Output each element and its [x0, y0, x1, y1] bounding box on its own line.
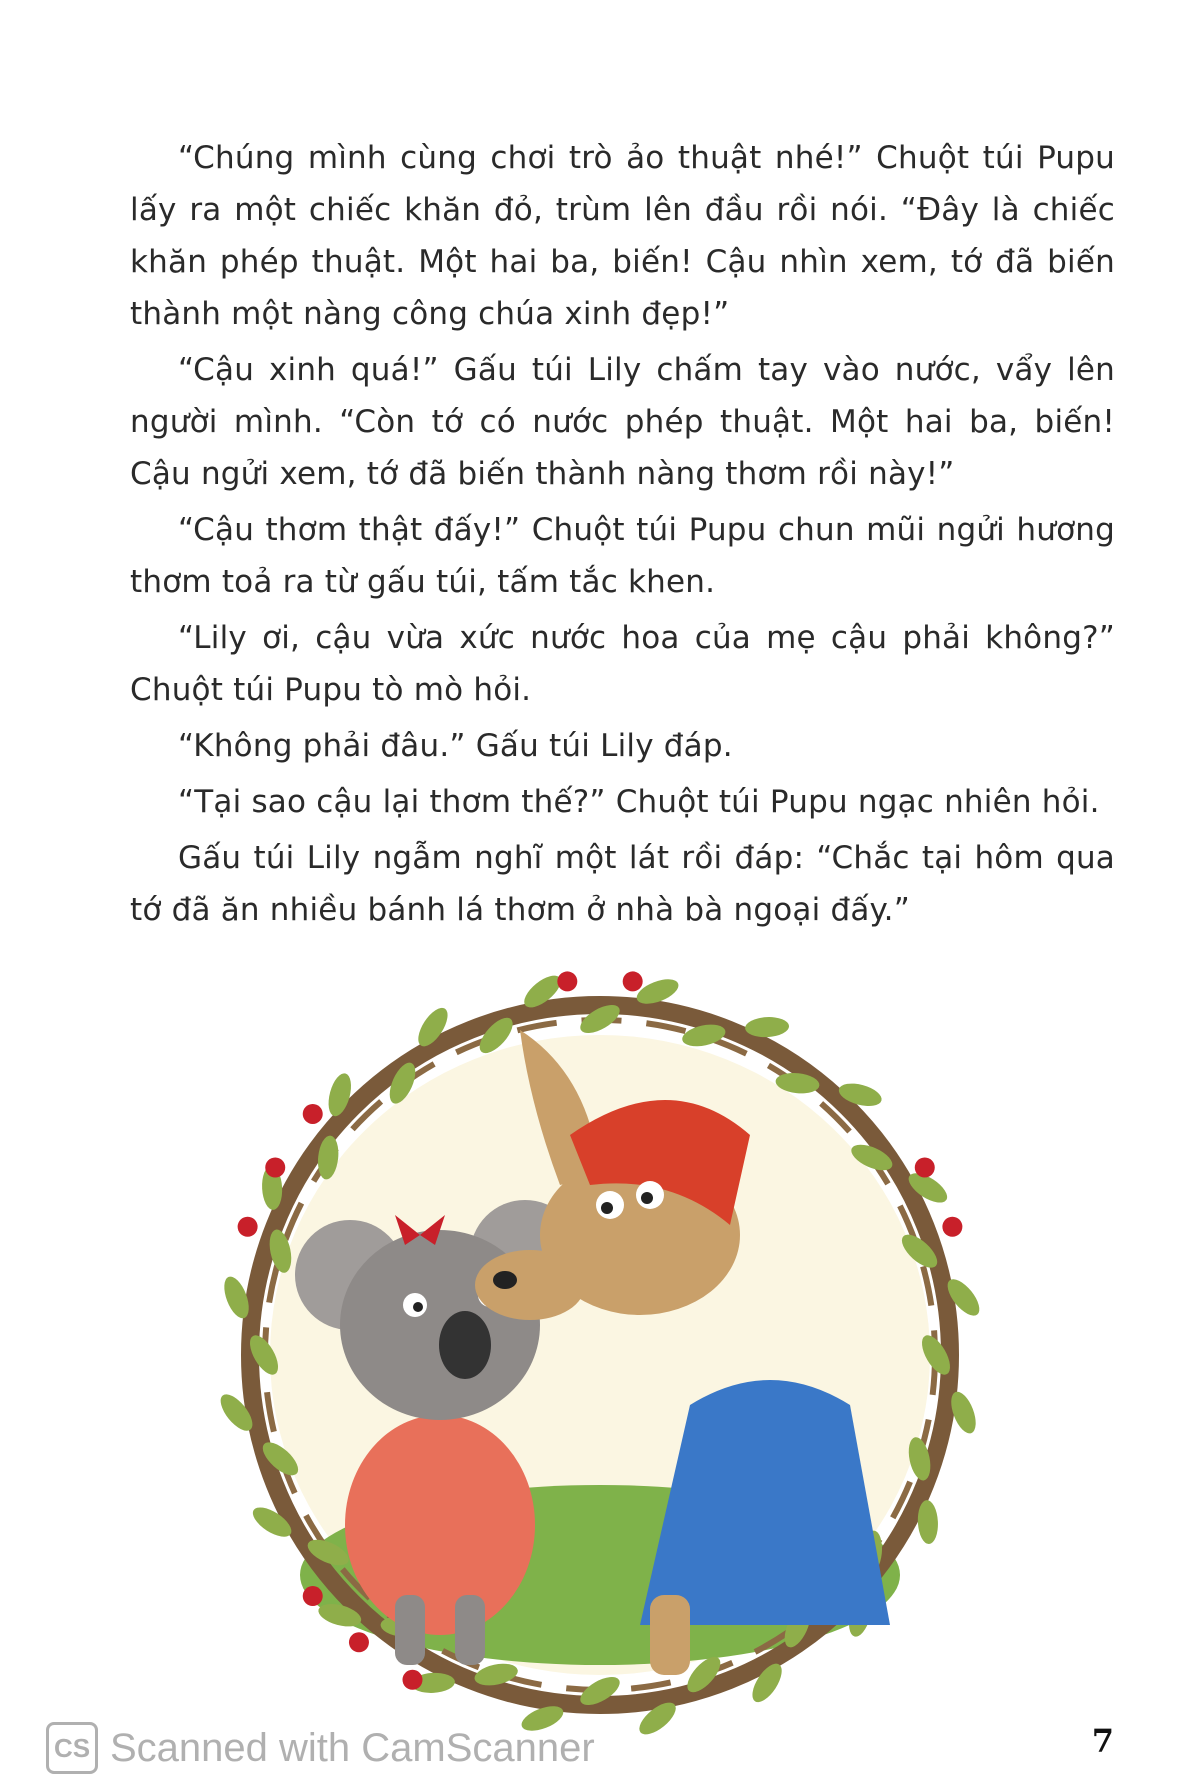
paragraph: “Cậu thơm thật đấy!” Chuột túi Pupu chun mũi ngửi hương thơm toả ra từ gấu túi, tấm tắc khen. — [130, 512, 1115, 600]
berry — [349, 1632, 369, 1652]
berry — [265, 1158, 285, 1178]
paragraph: “Tại sao cậu lại thơm thế?” Chuột túi Pupu ngạc nhiên hỏi. — [178, 784, 1100, 820]
paragraph: Gấu túi Lily ngẫm nghĩ một lát rồi đáp: “Chắc tại hôm qua tớ đã ăn nhiều bánh lá thơm ở nhà bà ngoại đấy.” — [130, 840, 1115, 928]
paragraph: “Lily ơi, cậu vừa xức nước hoa của mẹ cậu phải không?” Chuột túi Pupu tò mò hỏi. — [130, 620, 1115, 708]
berry — [303, 1104, 323, 1124]
berry — [623, 971, 643, 991]
koala-dress — [345, 1415, 535, 1635]
illustration-svg — [170, 935, 1030, 1735]
berry — [303, 1586, 323, 1606]
watermark-text: Scanned with CamScanner — [110, 1725, 595, 1770]
berry — [915, 1158, 935, 1178]
berry — [942, 1217, 962, 1237]
koala-nose — [439, 1311, 491, 1379]
koala-leg — [395, 1595, 425, 1665]
story-text — [130, 132, 1115, 940]
berry — [238, 1217, 258, 1237]
kangaroo-snout — [475, 1250, 585, 1320]
koala-leg — [455, 1595, 485, 1665]
paragraph: “Không phải đâu.” Gấu túi Lily đáp. — [178, 728, 733, 764]
paragraph: “Chúng mình cùng chơi trò ảo thuật nhé!” Chuột túi Pupu lấy ra một chiếc khăn đỏ, trùm lên đầu rồi nói. “Đây là chiếc khăn phép thuật. Một hai ba, biến! Cậu nhìn xem, tớ đã biến thành một nàng công chúa xinh đẹp!” — [130, 140, 1115, 332]
koala-pupil — [413, 1302, 423, 1312]
page-number: 7 — [1091, 1722, 1114, 1760]
paragraph: “Cậu xinh quá!” Gấu túi Lily chấm tay vào nước, vẩy lên người mình. “Còn tớ có nước phép thuật. Một hai ba, biến! Cậu ngửi xem, tớ đã biến thành nàng thơm rồi này!” — [130, 352, 1115, 492]
kangaroo-nose — [493, 1271, 517, 1289]
kangaroo-pupil — [601, 1202, 613, 1214]
kangaroo-leg — [650, 1595, 690, 1675]
kangaroo-pupil — [641, 1192, 653, 1204]
camscanner-watermark — [46, 1722, 595, 1774]
camscanner-logo-icon: CS — [46, 1722, 98, 1774]
berry — [557, 971, 577, 991]
berry — [403, 1670, 423, 1690]
illustration-koala-kangaroo — [170, 935, 1030, 1735]
